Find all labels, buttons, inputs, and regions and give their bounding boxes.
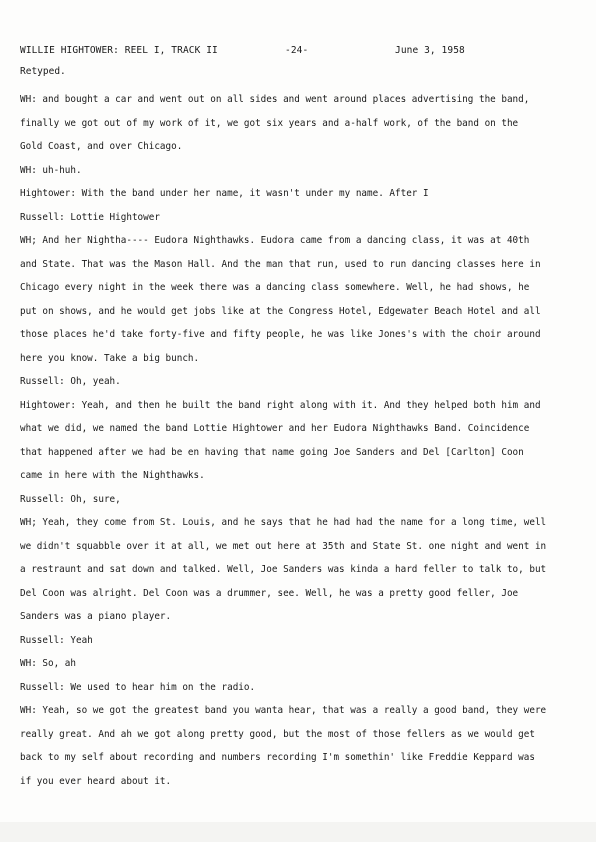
transcript-line: Sanders was a piano player. [20,611,172,622]
transcript-line: Russell: Lottie Hightower [20,211,160,223]
header-date: June 3, 1958 [395,45,465,56]
transcript-line: Russell: Oh, yeah. [20,376,121,387]
transcript-line: Hightower: Yeah, and then he built the band right along with it. And they helped both him and [20,399,541,411]
page-header [20,45,576,59]
transcript-body [20,94,556,799]
transcript-line: came in here with the Nighthawks. [20,470,205,481]
transcript-line: finally we got out of my work of it, we got six years and a-half work, of the band on the [20,117,519,129]
transcript-line: put on shows, and he would get jobs like at the Congress Hotel, Edgewater Beach Hotel and all [20,305,541,317]
transcript-line: WH: So, ah [20,658,76,669]
transcript-line: WH; And her Nightha---- Eudora Nighthawks. Eudora came from a dancing class, it was at 40th [20,235,530,246]
page-number: -24- [285,45,309,56]
transcript-line: WH: and bought a car and went out on all sides and went around places advertising the band, [20,94,530,105]
transcript-line: what we did, we named the band Lottie Hightower and her Eudora Nighthawks Band. Coincidence [20,423,530,434]
transcript-line: those places he'd take forty-five and fifty people, he was like Jones's with the choir around [20,329,541,340]
transcript-line: Chicago every night in the week there was a dancing class somewhere. Well, he had shows, he [20,282,530,293]
transcript-line: a restraunt and sat down and talked. Well, Joe Sanders was kinda a hard feller to talk to, but [20,564,547,575]
transcript-line: WH: Yeah, so we got the greatest band you wanta hear, that was a really a good band, they were [20,705,547,716]
transcript-line: we didn't squabble over it at all, we met out here at 35th and State St. one night and went in [20,540,547,552]
transcript-line: Del Coon was alright. Del Coon was a drummer, see. Well, he was a pretty good feller, Joe [20,587,519,599]
transcript-line: Gold Coast, and over Chicago. [20,141,183,152]
transcript-line: Russell: Oh, sure, [20,493,121,505]
page-footer-edge [0,822,596,842]
transcript-line: that happened after we had be en having that name going Joe Sanders and Del [Carlton] Coon [20,446,524,458]
transcript-line: and State. That was the Mason Hall. And the man that run, used to run dancing classes here in [20,258,541,270]
transcript-line: Hightower: With the band under her name, it wasn't under my name. After I [20,188,429,199]
transcript-line: Russell: We used to hear him on the radio. [20,681,256,693]
transcript-line: really great. And ah we got along pretty good, but the most of those fellers as we would get [20,728,535,740]
transcript-line: if you ever heard about it. [20,775,172,787]
retyped-note: Retyped. [20,66,66,77]
transcript-line: Russell: Yeah [20,634,93,646]
transcript-line: here you know. Take a big bunch. [20,352,200,364]
transcript-line: WH; Yeah, they come from St. Louis, and he says that he had had the name for a long time, well [20,517,547,528]
header-reel-track: WILLIE HIGHTOWER: REEL I, TRACK II [20,45,218,56]
transcript-line: WH: uh-huh. [20,164,82,176]
transcript-line: back to my self about recording and numbers recording I'm somethin' like Freddie Keppard was [20,752,535,763]
